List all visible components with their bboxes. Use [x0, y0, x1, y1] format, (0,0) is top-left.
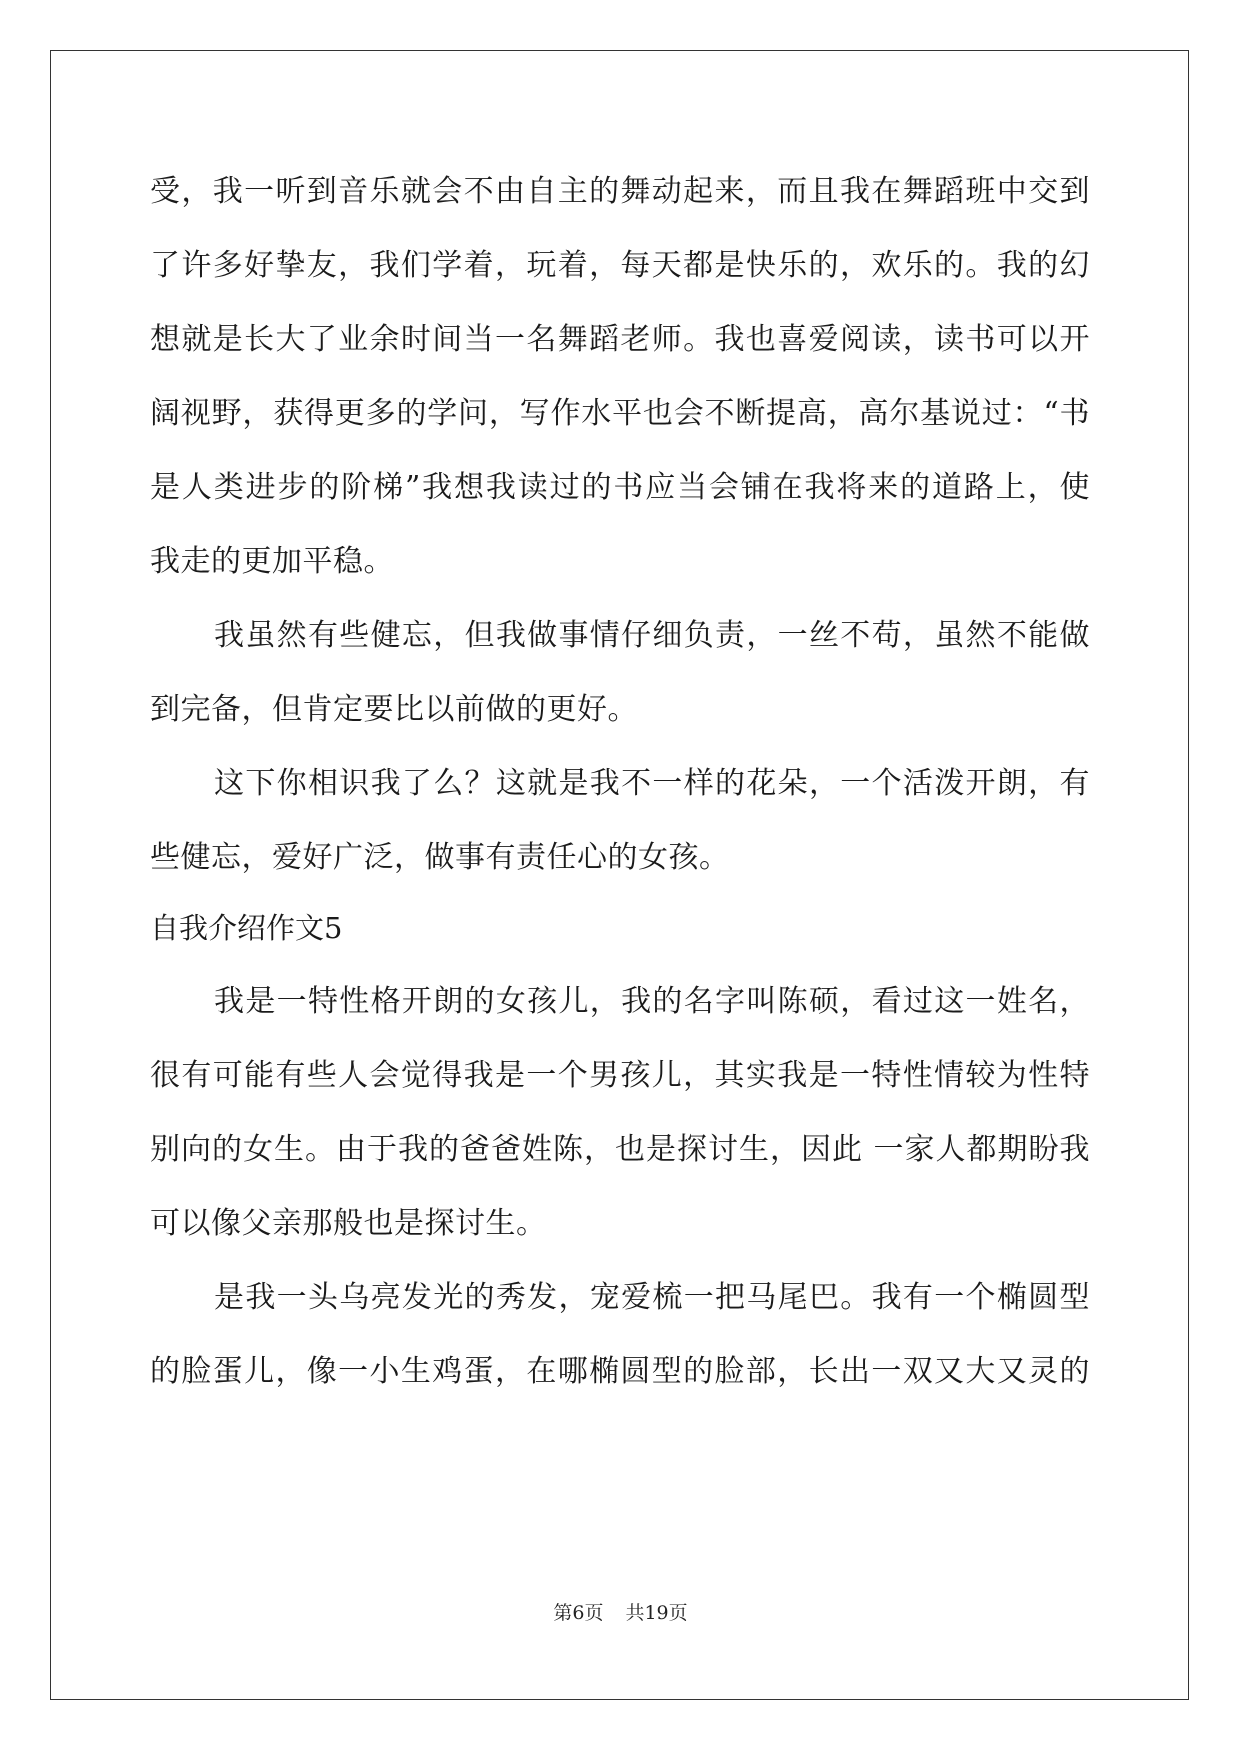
body-line-10: 些健忘，爱好广泛，做事有责任心的女孩。 [150, 840, 730, 875]
page-total: 共19页 [625, 1602, 688, 1624]
body-line-9: 这下你相识我了么？这就是我不一样的花朵，一个活泼开朗，有 [214, 766, 1090, 801]
body-line-4: 阔视野，获得更多的学问，写作水平也会不断提高，高尔基说过：“书 [150, 396, 1090, 431]
body-line-12: 我是一特性格开朗的女孩儿，我的名字叫陈硕，看过这一姓名， [214, 984, 1090, 1019]
body-line-16: 是我一头乌亮发光的秀发，宠爱梳一把马尾巴。我有一个椭圆型 [214, 1280, 1090, 1315]
body-line-13: 很有可能有些人会觉得我是一个男孩儿，其实我是一特性情较为性特 [150, 1058, 1090, 1093]
page-number: 第6页 [553, 1602, 604, 1624]
body-line-1: 受，我一听到音乐就会不由自主的舞动起来，而且我在舞蹈班中交到 [150, 174, 1090, 209]
body-line-15: 可以像父亲那般也是探讨生。 [150, 1206, 547, 1241]
body-line-6: 我走的更加平稳。 [150, 544, 394, 579]
body-line-8: 到完备，但肯定要比以前做的更好。 [150, 692, 638, 727]
page-footer [0, 1598, 1241, 1628]
body-line-2: 了许多好挚友，我们学着，玩着，每天都是快乐的，欢乐的。我的幻 [150, 248, 1090, 283]
body-line-3: 想就是长大了业余时间当一名舞蹈老师。我也喜爱阅读，读书可以开 [150, 322, 1090, 357]
body-line-14: 别向的女生。由于我的爸爸姓陈，也是探讨生，因此 一家人都期盼我 [150, 1132, 1090, 1167]
body-line-17: 的脸蛋儿，像一小生鸡蛋，在哪椭圆型的脸部，长出一双又大又灵的 [150, 1354, 1090, 1389]
body-line-7: 我虽然有些健忘，但我做事情仔细负责，一丝不苟，虽然不能做 [214, 618, 1090, 653]
body-line-5: 是人类进步的阶梯”我想我读过的书应当会铺在我将来的道路上，使 [150, 470, 1090, 505]
section-heading: 自我介绍作文5 [150, 911, 343, 945]
